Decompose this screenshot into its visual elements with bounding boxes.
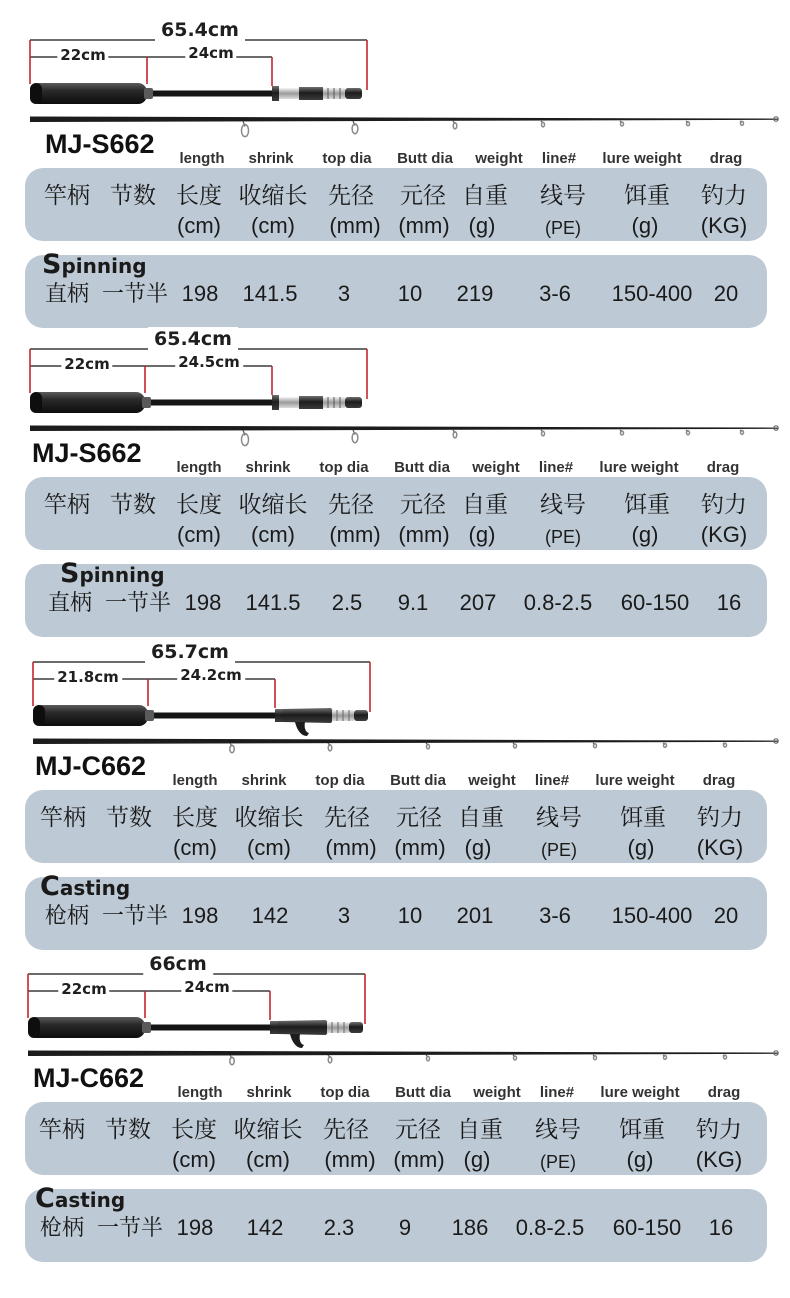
spec-header-cn: 自重	[462, 182, 508, 208]
grip-ring	[144, 88, 153, 99]
spec-label-en: length	[176, 459, 222, 476]
spec-label-en: drag	[709, 150, 743, 167]
spec-header-unit: (g)	[468, 522, 496, 547]
casting-rod-icon	[0, 622, 790, 772]
spec-value: 219	[456, 281, 494, 306]
dimension-total-label: 66cm	[143, 952, 213, 976]
spec-header-cn: 饵重	[624, 182, 670, 208]
spec-header-unit: (g)	[463, 1147, 491, 1172]
spec-value: 207	[459, 590, 497, 615]
spec-header-cn: 自重	[458, 804, 504, 830]
spec-value: 198	[184, 590, 222, 615]
trigger	[290, 1034, 304, 1048]
spec-value: 201	[456, 903, 494, 928]
spec-header-cn: 节数	[110, 491, 156, 517]
grip-ring	[142, 1022, 151, 1033]
spec-label-en: top dia	[320, 1084, 370, 1101]
spec-header-unit: (PE)	[541, 840, 577, 860]
spec-label-en: length	[177, 1084, 223, 1101]
spec-label-en: weight	[473, 1084, 521, 1101]
spec-value: 枪柄	[44, 903, 90, 928]
dimension-grip-label: 22cm	[61, 355, 112, 373]
butt-cap	[28, 1017, 40, 1038]
spec-value: 198	[181, 281, 219, 306]
dimension-seat-label: 24cm	[185, 44, 236, 62]
product-section	[0, 309, 790, 639]
spec-value: 198	[181, 903, 219, 928]
spec-label-en: shrink	[241, 772, 287, 789]
spec-header-unit: (cm)	[246, 1147, 290, 1172]
dimension-seat-label: 24.5cm	[175, 353, 243, 371]
model-name: MJ-C662	[33, 1063, 145, 1093]
butt-cap	[30, 83, 42, 104]
rod-guide	[687, 431, 690, 435]
spec-header-unit: (g)	[631, 213, 659, 238]
spec-value: 142	[246, 1215, 284, 1240]
spec-header-unit: (g)	[468, 213, 496, 238]
seat-silver-band	[279, 88, 299, 99]
spec-value: 20	[713, 903, 739, 928]
spec-header-cn: 竿柄	[39, 1116, 85, 1142]
spec-header-cn: 长度	[176, 491, 222, 517]
spec-header-unit: (KG)	[700, 213, 748, 238]
spec-label-en: shrink	[246, 1084, 292, 1101]
spec-header-unit: (mm)	[394, 835, 446, 860]
spec-value: 9	[398, 1215, 412, 1240]
spec-header-cn: 钓力	[696, 1116, 742, 1142]
dimension-grip-label: 22cm	[58, 980, 109, 998]
model-name: MJ-C662	[35, 751, 147, 781]
rod-guide	[741, 121, 744, 125]
spec-header-cn: 钓力	[701, 491, 747, 517]
seat-body	[283, 708, 334, 723]
spec-value: 20	[713, 281, 739, 306]
spec-header-unit: (mm)	[393, 1147, 445, 1172]
spec-label-en: weight	[475, 150, 523, 167]
product-section	[0, 622, 790, 952]
spec-header-unit: (mm)	[398, 213, 450, 238]
rod-guide	[594, 744, 597, 748]
spec-value: 3-6	[539, 281, 571, 306]
spec-header-cn: 收缩长	[233, 1116, 303, 1142]
foam-grip	[33, 705, 148, 726]
rod-guide	[594, 1056, 597, 1060]
spec-header-cn: 线号	[540, 491, 586, 517]
spec-value: 2.5	[331, 590, 363, 615]
spec-value: 150-400	[611, 281, 693, 306]
handle-blank	[154, 713, 275, 719]
spec-value: 一节半	[104, 590, 172, 615]
dimension-grip-label: 22cm	[57, 46, 108, 64]
seat-hood-nut	[272, 86, 279, 101]
spec-header-unit: (g)	[464, 835, 492, 860]
seat-end	[349, 1022, 363, 1033]
dimension-grip-label: 21.8cm	[54, 668, 122, 686]
spec-value: 142	[251, 903, 289, 928]
rod-guide	[664, 1055, 667, 1059]
rod-style-label: Spinning	[42, 249, 147, 280]
spec-header-cn: 先径	[323, 1116, 369, 1142]
trigger	[295, 722, 309, 736]
spec-header-unit: (cm)	[177, 522, 221, 547]
rod-guide	[542, 431, 545, 436]
grip-ring	[145, 710, 154, 721]
spec-label-en: top dia	[319, 459, 369, 476]
seat-nut	[275, 709, 283, 722]
rod-guide	[514, 744, 517, 748]
spec-value: 2.3	[323, 1215, 355, 1240]
spec-value: 60-150	[620, 590, 690, 615]
spec-label-en: top dia	[322, 150, 372, 167]
spec-label-en: Butt dia	[395, 1084, 451, 1101]
spec-value: 枪柄	[39, 1215, 85, 1240]
spec-value: 一节半	[101, 281, 169, 306]
spec-header-cn: 饵重	[620, 804, 666, 830]
rod-guide	[427, 1056, 430, 1061]
seat-end	[345, 397, 362, 408]
spec-header-cn: 收缩长	[238, 182, 308, 208]
rod-guide	[621, 431, 624, 435]
spec-header-cn: 元径	[395, 1116, 441, 1142]
spec-label-en: lure weight	[602, 150, 682, 167]
handle-blank	[151, 400, 272, 406]
spec-header-cn: 节数	[105, 1116, 151, 1142]
spec-header-cn: 先径	[328, 182, 374, 208]
seat-body	[278, 1020, 329, 1035]
spec-label-en: lure weight	[599, 459, 679, 476]
spec-label-en: length	[172, 772, 218, 789]
spec-header-unit: (mm)	[329, 522, 381, 547]
spec-value: 60-150	[612, 1215, 682, 1240]
product-section	[0, 0, 790, 330]
spec-value: 10	[397, 281, 423, 306]
spec-label-en: drag	[706, 459, 740, 476]
rod-guide	[664, 743, 667, 747]
spec-label-en: shrink	[248, 150, 294, 167]
spinning-rod-icon	[0, 0, 790, 150]
spec-value: 16	[708, 1215, 734, 1240]
spec-value: 16	[716, 590, 742, 615]
foam-grip	[30, 83, 147, 104]
seat-end	[345, 88, 362, 99]
spec-header-cn: 元径	[400, 491, 446, 517]
spec-header-cn: 元径	[396, 804, 442, 830]
seat-nut	[270, 1021, 278, 1034]
seat-hood-nut	[272, 395, 279, 410]
dimension-seat-label: 24.2cm	[177, 666, 245, 684]
spec-header-cn: 钓力	[701, 182, 747, 208]
spec-header-cn: 钓力	[697, 804, 743, 830]
butt-cap	[33, 705, 45, 726]
spec-header-unit: (cm)	[173, 835, 217, 860]
spec-value: 0.8-2.5	[515, 1215, 585, 1240]
spec-header-cn: 线号	[536, 804, 582, 830]
spec-header-unit: (PE)	[545, 218, 581, 238]
seat-body	[299, 396, 323, 409]
spec-header-unit: (g)	[626, 1147, 654, 1172]
rod-blank	[30, 426, 778, 432]
spec-label-en: drag	[707, 1084, 741, 1101]
spec-value: 0.8-2.5	[523, 590, 593, 615]
spec-label-en: weight	[468, 772, 516, 789]
rod-guide	[741, 430, 744, 434]
dimension-total-label: 65.4cm	[148, 327, 238, 351]
spec-label-en: lure weight	[595, 772, 675, 789]
spec-label-en: line#	[539, 1084, 575, 1101]
spec-label-en: line#	[538, 459, 574, 476]
spec-header-cn: 自重	[462, 491, 508, 517]
spec-label-en: top dia	[315, 772, 365, 789]
spec-header-unit: (g)	[631, 522, 659, 547]
spec-value: 一节半	[101, 903, 169, 928]
spec-value: 3-6	[539, 903, 571, 928]
seat-silver-band	[279, 397, 299, 408]
spec-header-cn: 元径	[400, 182, 446, 208]
spec-header-unit: (cm)	[177, 213, 221, 238]
spec-header-cn: 收缩长	[238, 491, 308, 517]
spec-header-cn: 收缩长	[234, 804, 304, 830]
dimension-total-label: 65.7cm	[145, 640, 235, 664]
spec-value: 10	[397, 903, 423, 928]
spec-header-cn: 竿柄	[40, 804, 86, 830]
rod-guide	[542, 122, 545, 127]
spec-header-unit: (cm)	[251, 522, 295, 547]
rod-style-label: Spinning	[60, 558, 165, 589]
handle-blank	[151, 1025, 270, 1031]
foam-grip	[30, 392, 145, 413]
spec-header-cn: 先径	[324, 804, 370, 830]
spec-header-cn: 线号	[540, 182, 586, 208]
rod-guide	[621, 122, 624, 126]
spec-header-unit: (KG)	[695, 1147, 743, 1172]
spinning-rod-icon	[0, 309, 790, 459]
spec-header-cn: 长度	[172, 804, 218, 830]
spec-label-en: drag	[702, 772, 736, 789]
dimension-total-label: 65.4cm	[155, 18, 245, 42]
spec-value: 9.1	[397, 590, 429, 615]
rod-guide	[514, 1056, 517, 1060]
rod-guide	[427, 744, 430, 749]
model-name: MJ-S662	[32, 438, 142, 468]
dimension-seat-label: 24cm	[181, 978, 232, 996]
spec-header-unit: (KG)	[700, 522, 748, 547]
spec-label-en: Butt dia	[390, 772, 446, 789]
rod-guide	[724, 1055, 727, 1059]
spec-header-cn: 先径	[328, 491, 374, 517]
spec-header-cn: 线号	[535, 1116, 581, 1142]
spec-header-unit: (cm)	[251, 213, 295, 238]
spec-value: 198	[176, 1215, 214, 1240]
spec-header-cn: 饵重	[624, 491, 670, 517]
spec-value: 186	[451, 1215, 489, 1240]
spec-header-cn: 自重	[457, 1116, 503, 1142]
spec-value: 一节半	[96, 1215, 164, 1240]
handle-blank	[153, 91, 272, 97]
spec-header-unit: (PE)	[540, 1152, 576, 1172]
spec-header-unit: (PE)	[545, 527, 581, 547]
spec-header-cn: 长度	[176, 182, 222, 208]
spec-label-en: line#	[541, 150, 577, 167]
spec-header-cn: 饵重	[619, 1116, 665, 1142]
model-name: MJ-S662	[45, 129, 155, 159]
spec-header-cn: 节数	[110, 182, 156, 208]
spec-label-en: line#	[534, 772, 570, 789]
spec-header-cn: 长度	[171, 1116, 217, 1142]
spec-value: 直柄	[44, 281, 90, 306]
spec-value: 3	[337, 903, 351, 928]
spec-value: 直柄	[47, 590, 93, 615]
spec-label-en: Butt dia	[394, 459, 450, 476]
spec-label-en: Butt dia	[397, 150, 453, 167]
spec-header-cn: 竿柄	[44, 491, 90, 517]
spec-header-unit: (cm)	[172, 1147, 216, 1172]
spec-header-cn: 竿柄	[44, 182, 90, 208]
spec-header-unit: (mm)	[324, 1147, 376, 1172]
spec-label-en: lure weight	[600, 1084, 680, 1101]
spec-value: 141.5	[245, 590, 301, 615]
casting-rod-icon	[0, 934, 790, 1084]
spec-header-unit: (mm)	[325, 835, 377, 860]
spec-header-unit: (mm)	[398, 522, 450, 547]
grip-ring	[142, 397, 151, 408]
rod-style-label: Casting	[40, 871, 131, 902]
spec-header-cn: 节数	[106, 804, 152, 830]
rod-guide	[687, 122, 690, 126]
rod-guide	[724, 743, 727, 747]
spec-header-unit: (mm)	[329, 213, 381, 238]
spec-header-unit: (g)	[627, 835, 655, 860]
spec-value: 150-400	[611, 903, 693, 928]
spec-label-en: length	[179, 150, 225, 167]
spec-label-en: weight	[472, 459, 520, 476]
spec-label-en: shrink	[245, 459, 291, 476]
foam-grip	[28, 1017, 145, 1038]
spec-header-unit: (cm)	[247, 835, 291, 860]
rod-style-label: Casting	[35, 1183, 126, 1214]
rod-blank	[30, 117, 778, 123]
spec-value: 141.5	[242, 281, 298, 306]
butt-cap	[30, 392, 42, 413]
seat-end	[354, 710, 368, 721]
seat-body	[299, 87, 323, 100]
spec-value: 3	[337, 281, 351, 306]
product-section	[0, 934, 790, 1264]
spec-header-unit: (KG)	[696, 835, 744, 860]
